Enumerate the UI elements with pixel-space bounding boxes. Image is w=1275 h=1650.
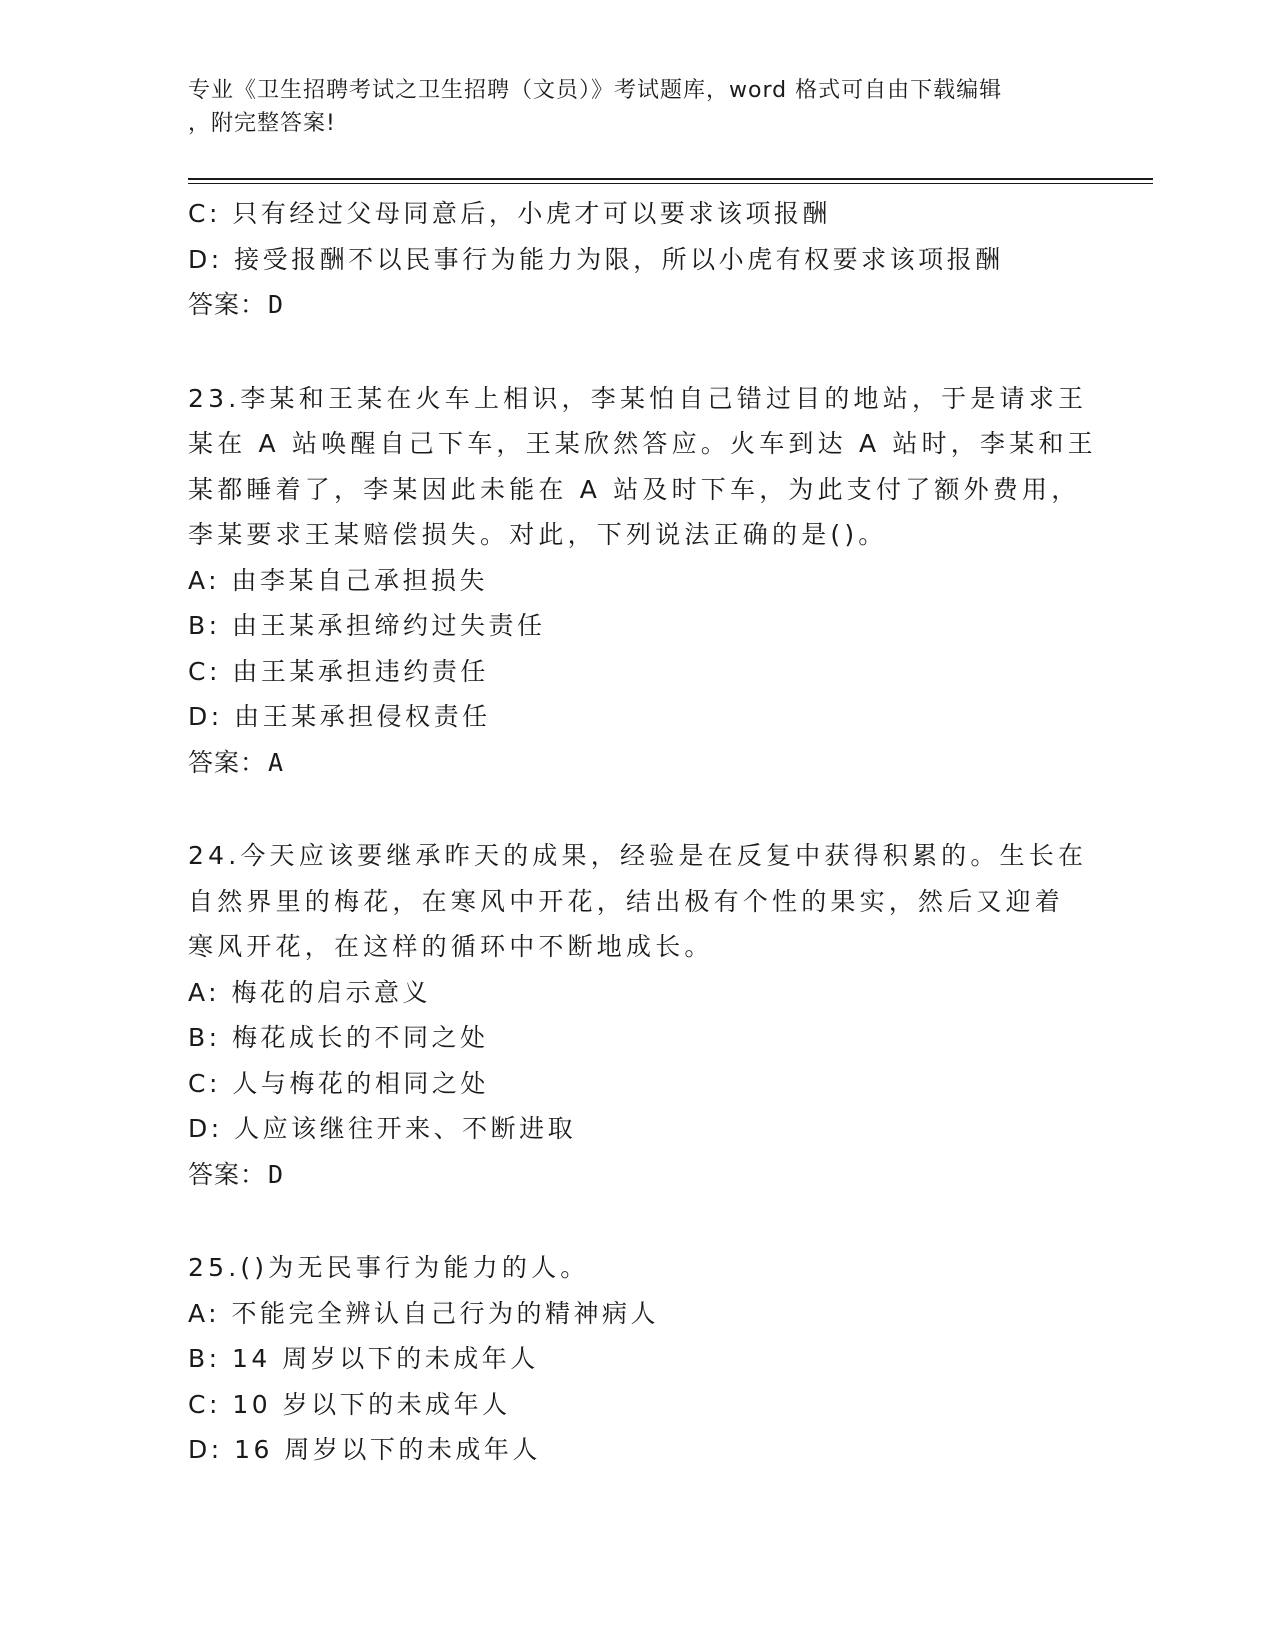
question-spacer — [188, 1197, 1088, 1245]
option-d: D: 由王某承担侵权责任 — [188, 702, 491, 731]
answer-line — [188, 282, 1088, 328]
answer-label: 答案： — [188, 290, 267, 319]
option-c: C: 人与梅花的相同之处 — [188, 1068, 489, 1098]
option-a: A: 梅花的启示意义 — [188, 977, 432, 1007]
question-25 — [188, 1245, 1088, 1473]
question-spacer — [188, 328, 1088, 376]
question-23 — [188, 376, 1097, 786]
option-b: B: 14 周岁以下的未成年人 — [188, 1344, 539, 1373]
answer-value: D — [268, 290, 285, 319]
question-stem — [188, 1245, 1088, 1291]
header-rule-thin — [188, 183, 1153, 184]
question-22 — [188, 191, 1088, 328]
answer-line — [188, 740, 1088, 786]
page-header — [188, 74, 1068, 140]
option-d: D: 人应该继往开来、不断进取 — [188, 1114, 577, 1143]
question-24 — [188, 833, 1088, 1197]
answer-label: 答案： — [188, 1159, 267, 1189]
option-c: C: 只有经过父母同意后，小虎才可以要求该项报酬 — [188, 199, 831, 228]
answer-label: 答案： — [188, 747, 267, 777]
answer-value: A — [268, 747, 285, 777]
option-b: B: 梅花成长的不同之处 — [188, 1023, 489, 1052]
header-line-2: ，附完整答案! — [188, 111, 336, 136]
stem-line: 自然界里的梅花，在寒风中开花，结出极有个性的果实，然后又迎着 — [188, 886, 1065, 916]
option-d: D: 接受报酬不以民事行为能力为限，所以小虎有权要求该项报酬 — [188, 244, 1004, 274]
option-a: A: 不能完全辨认自己行为的精神病人 — [188, 1298, 660, 1328]
stem-line: 李某要求王某赔偿损失。对此，下列说法正确的是()。 — [188, 520, 888, 549]
header-rule-thick — [188, 178, 1153, 180]
stem-line: 23.李某和王某在火车上相识，李某怕自己错过目的地站，于是请求王 — [188, 383, 1088, 413]
option-c: C: 10 岁以下的未成年人 — [188, 1389, 511, 1419]
option-d: D: 16 周岁以下的未成年人 — [188, 1435, 541, 1464]
stem-line: 25.()为无民事行为能力的人。 — [188, 1253, 590, 1282]
answer-value: D — [268, 1159, 285, 1189]
option-b: B: 由王某承担缔约过失责任 — [188, 611, 546, 640]
header-line-1: 专业《卫生招聘考试之卫生招聘（文员）》考试题库，word 格式可自由下载编辑 — [188, 78, 1003, 103]
stem-line: 24.今天应该要继承昨天的成果，经验是在反复中获得积累的。生长在 — [188, 841, 1088, 870]
option-a: A: 由李某自己承担损失 — [188, 565, 489, 595]
question-stem — [188, 376, 1097, 558]
stem-line: 寒风开花，在这样的循环中不断地成长。 — [188, 932, 714, 961]
answer-line — [188, 1152, 1088, 1198]
stem-line: 某都睡着了，李某因此未能在 A 站及时下车，为此支付了额外费用， — [188, 474, 1081, 504]
question-list — [188, 191, 1097, 1473]
option-c: C: 由王某承担违约责任 — [188, 656, 489, 686]
question-spacer — [188, 785, 1088, 833]
question-stem — [188, 833, 1088, 970]
stem-line: 某在 A 站唤醒自己下车，王某欣然答应。火车到达 A 站时，李某和王 — [188, 429, 1097, 458]
